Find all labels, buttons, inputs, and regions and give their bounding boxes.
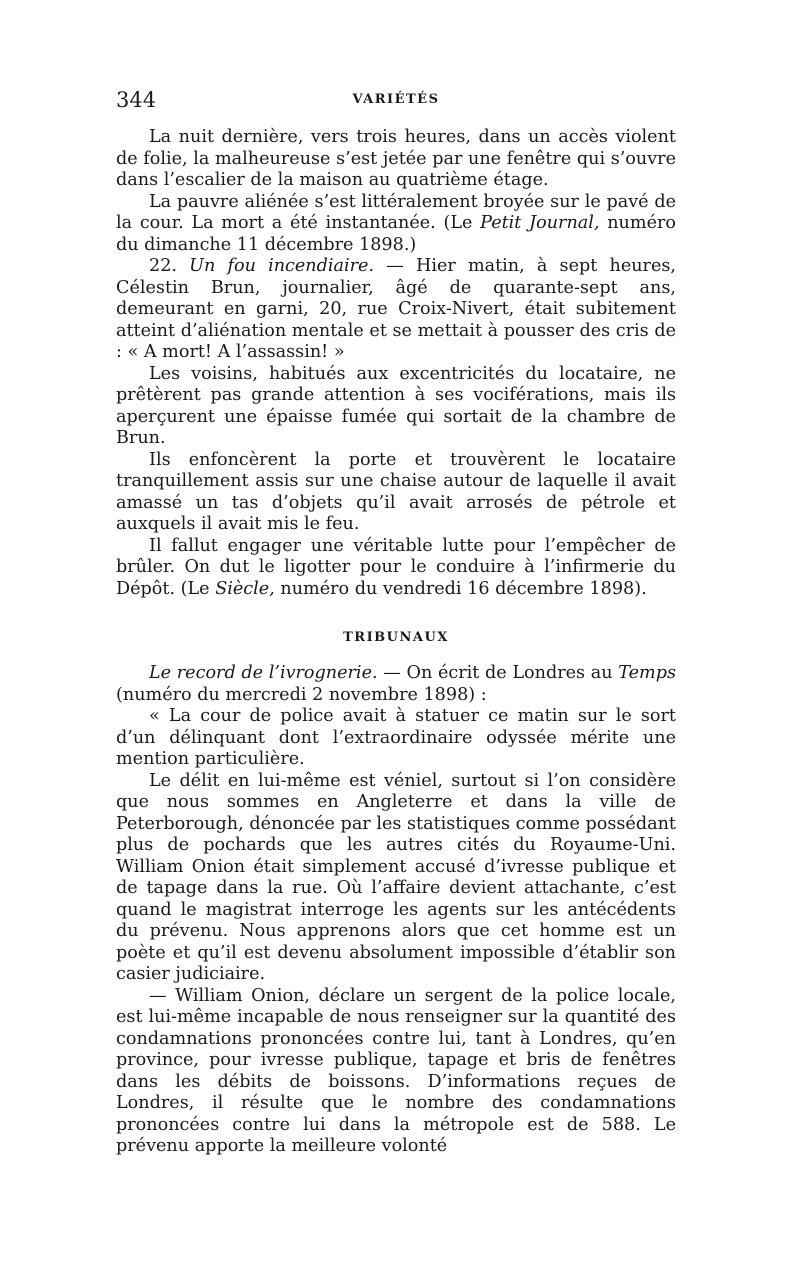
paragraph: — William Onion, déclare un sergent de la police locale, est lui-même incapable de nous renseigner sur la quantité des condamnations prononcées contre lui, tant à Londres, qu’en province, pour ivresse publique, tapage et bris de fenêtres dans les débits de boissons. D’informations reçues de Londres, il résulte que le nombre des condamnations prononcées contre lui dans la métropole est de 588. Le prévenu apporte la meilleure volonté xyxy=(116,985,676,1156)
paragraph: Il fallut engager une véritable lutte pour l’empêcher de brûler. On dut le ligotter pour le conduire à l’infirmerie du Dépôt. (Le Siècle, numéro du vendredi 16 décembre 1898). xyxy=(116,535,676,599)
paragraph: Les voisins, habitués aux excentricités du locataire, ne prêtèrent pas grande attention à ses vociférations, mais ils aperçurent une épaisse fumée qui sortait de la chambre de Brun. xyxy=(116,363,676,448)
paragraph: « La cour de police avait à statuer ce matin sur le sort d’un délinquant dont l’extraordinaire odyssée mérite une mention particulière. xyxy=(116,706,676,769)
page-header xyxy=(116,88,676,118)
paragraph: Le délit en lui-même est véniel, surtout si l’on considère que nous sommes en Angleterre et dans la ville de Peterborough, dénoncée par les statistiques comme possédant plus de pochards que les autres cités du Royaume-Uni. William Onion était simplement accusé d’ivresse publique et de tapage dans la rue. Où l’affaire devient attachante, c’est quand le magistrat interroge les agents sur les antécédents du prévenu. Nous apprenons alors que cet homme est un poète et qu’il est devenu absolument impossible d’établir son casier judiciaire. xyxy=(116,770,676,984)
section-title: TRIBUNAUX xyxy=(343,630,449,645)
paragraph: Ils enfoncèrent la porte et trouvèrent le locataire tranquillement assis sur une chaise autour de laquelle il avait amassé un tas d’objets qu’il avait arrosés de pétrole et auxquels il avait mis le feu. xyxy=(116,449,676,534)
paragraph: 22. Un fou incendiaire. — Hier matin, à sept heures, Célestin Brun, journalier, âgé de quarante-sept ans, demeurant en garni, 20, rue Croix-Nivert, était subitement atteint d’aliénation mentale et se mettait à pousser des cris de : « A mort! A l’assassin! » xyxy=(116,256,677,362)
paragraph: La nuit dernière, vers trois heures, dans un accès violent de folie, la malheureuse s’est jetée par une fenêtre qui s’ouvre dans l’escalier de la maison au quatrième étage. xyxy=(116,127,676,190)
page-number: 344 xyxy=(116,88,157,112)
paragraph: Le record de l’ivrognerie. — On écrit de Londres au Temps (numéro du mercredi 2 novembre 1898) : xyxy=(116,663,676,705)
running-title: VARIÉTÉS xyxy=(352,92,440,107)
page-body xyxy=(116,127,676,1158)
paragraph: La pauvre aliénée s’est littéralement broyée sur le pavé de la cour. La mort a été instantanée. (Le Petit Journal, numéro du dimanche 11 décembre 1898.) xyxy=(116,191,676,255)
